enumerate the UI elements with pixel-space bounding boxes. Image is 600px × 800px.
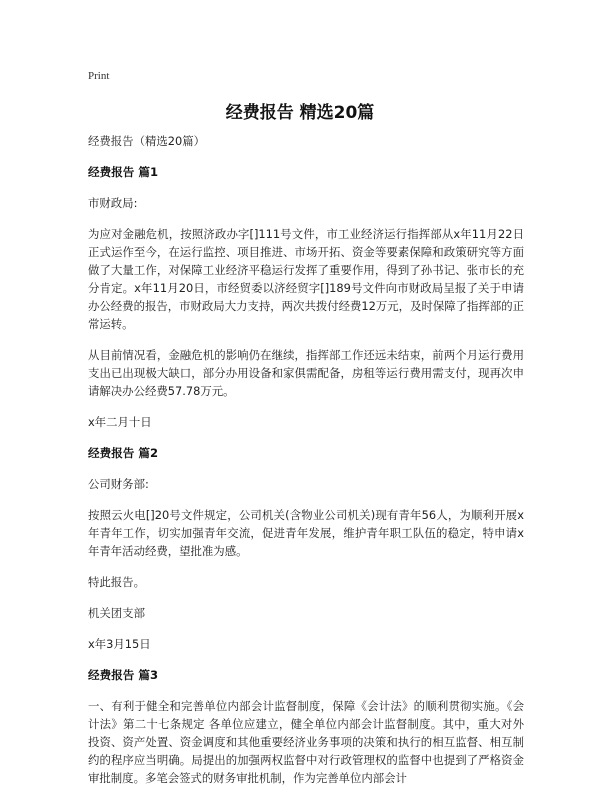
section-heading-2: 经费报告 篇2 [88, 446, 159, 460]
page-title: 经费报告 精选20篇 [225, 103, 375, 123]
section1-date: x年二月十日 [88, 415, 152, 429]
section1-paragraph-2: 从目前情况看，金融危机的影响仍在继续，指挥部工作还远未结束，前两个月运行费用支出已出现极大缺口，部分办用设备和家俱需配备，房租等运行费用需支付，现再次申请解决办公经费57.78万元。 [88, 348, 524, 398]
print-label: Print [88, 70, 110, 82]
section2-signature: 机关团支部 [88, 606, 145, 620]
section-heading-3: 经费报告 篇3 [88, 668, 159, 682]
document-subtitle: 经费报告（精选20篇） [88, 134, 206, 148]
section1-addressee: 市财政局: [88, 196, 138, 210]
section3-paragraph-1: 一、有利于健全和完善单位内部会计监督制度，保障《会计法》的顺利贯彻实施。《会计法》第二十七条规定 各单位应建立，健全单位内部会计监督制度。其中，重大对外投资、资产处置、资金调度和其他重要经济业务事项的决策和执行的相互监督、相互制约的程序应当明确。局提出的加强两权监督中对行政管理权的监督中也提到了严格资金审批制度。多笔会签式的财务审批机制，作为完善单位内部会计 [88, 699, 524, 785]
section2-closing: 特此报告。 [88, 575, 145, 589]
section-heading-1: 经费报告 篇1 [88, 165, 159, 179]
section2-date: x年3月15日 [88, 637, 151, 651]
section1-paragraph-1: 为应对金融危机，按照济政办字[]111号文件，市工业经济运行指挥部从x年11月22日正式运作至今，在运行监控、项目推进、市场开拓、资金等要素保障和政策研究等方面做了大量工作，对保障工业经济平稳运行发挥了重要作用，得到了孙书记、张市长的充分肯定。x年11月20日，市经贸委以济经贸字[]189号文件向市财政局呈报了关于申请办公经费的报告，市财政局大力支持，两次共拨付经费12万元，及时保障了指挥部的正常运转。 [88, 227, 524, 331]
section2-addressee: 公司财务部: [88, 477, 149, 491]
section2-paragraph-1: 按照云火电[]20号文件规定，公司机关(含物业公司机关)现有青年56人，为顺利开展x年青年工作，切实加强青年交流，促进青年发展，维护青年职工队伍的稳定，特申请x年青年活动经费，望批准为感。 [88, 508, 524, 558]
document-body [88, 132, 524, 800]
